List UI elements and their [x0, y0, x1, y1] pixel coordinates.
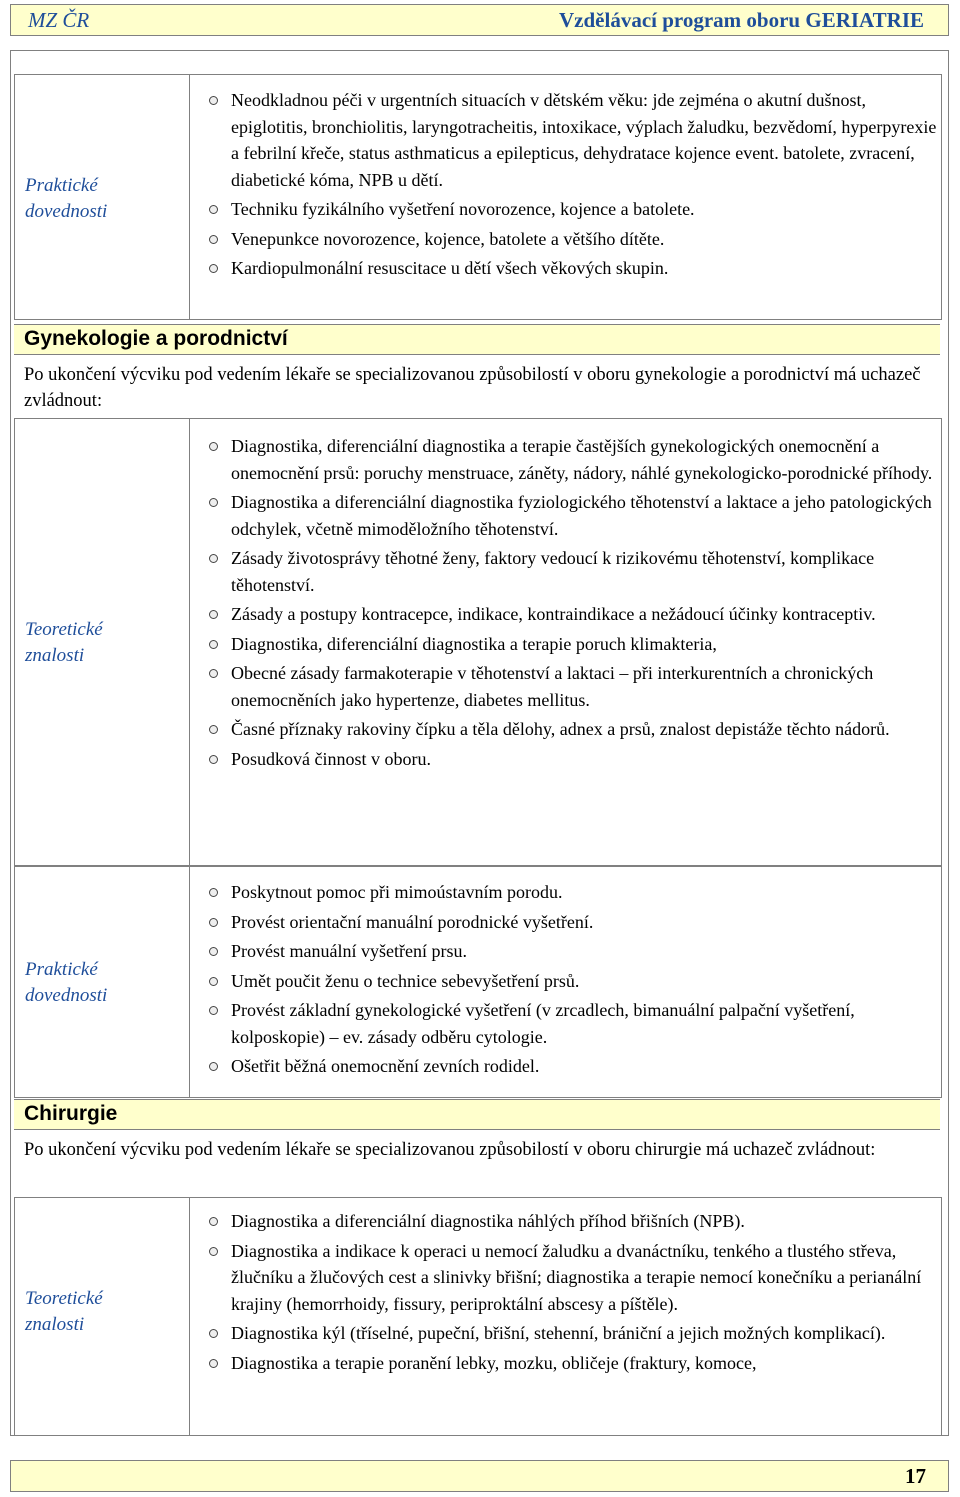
list-item: Techniku fyzikálního vyšetření novorozence, kojence a batolete. [203, 196, 938, 223]
list-item: Ošetřit běžná onemocnění zevních rodidel. [203, 1053, 938, 1080]
list-item: Diagnostika a diferenciální diagnostika fyziologického těhotenství a laktace a jeho patologických odchylek, včetně mimoděložního těhotenství. [203, 489, 938, 542]
page-header [10, 4, 949, 36]
list-item: Diagnostika kýl (tříselné, pupeční, břišní, stehenní, brániční a jejich možných komplikací). [203, 1320, 938, 1347]
column-divider [189, 867, 190, 1097]
block-label: Praktické dovednosti [25, 175, 108, 222]
list-item: Provést manuální vyšetření prsu. [203, 938, 938, 965]
block-theoretical-knowledge-gynecology [14, 418, 942, 866]
column-divider [189, 75, 190, 319]
section-heading-gynecology: Gynekologie a porodnictví [14, 324, 940, 355]
list-item: Umět poučit ženu o technice sebevyšetření prsů. [203, 968, 938, 995]
header-program-title: Vzdělávací program oboru GERIATRIE [559, 8, 924, 32]
item-list [203, 87, 938, 285]
list-item: Obecné zásady farmakoterapie v těhotenství a laktaci – při interkurentních a chronických onemocněních jako hypertenze, diabetes mellitus. [203, 660, 938, 713]
section-intro-gynecology: Po ukončení výcviku pod vedením lékaře se specializovanou způsobilostí v oboru gynekologie a porodnictví má uchazeč zvládnout: [24, 365, 921, 411]
list-item: Diagnostika a indikace k operaci u nemocí žaludku a dvanáctníku, tenkého a tlustého střeva, žlučníku a žlučových cest a slinivky břišní; diagnostika a terapie nemocí konečníku a perianální krajiny (hemorrhoidy, fissury, periproktální abscesy a píštěle). [203, 1238, 938, 1318]
list-item: Zásady životosprávy těhotné ženy, faktory vedoucí k rizikovému těhotenství, komplikace těhotenství. [203, 545, 938, 598]
item-list [203, 1208, 938, 1379]
block-label: Praktické dovednosti [25, 959, 108, 1006]
page-number: 17 [905, 1464, 926, 1488]
list-item: Neodkladnou péči v urgentních situacích v dětském věku: jde zejména o akutní dušnost, epiglotitis, bronchiolitis, laryngotracheitis, intoxikace, výplach žaludku, bezvědomí, hyperpyrexie a febrilní křeče, status asthmaticus a epilepticus, dehydratace kojence event. batolete, zvracení, diabetické kóma, NPB u dětí. [203, 87, 938, 193]
list-item: Provést základní gynekologické vyšetření (v zrcadlech, bimanuální palpační vyšetření, kolposkopie) – ev. zásady odběru cytologie. [203, 997, 938, 1050]
list-item: Diagnostika, diferenciální diagnostika a terapie častějších gynekologických onemocnění a onemocnění prsů: poruchy menstruace, záněty, nádory, náhlé gynekologicko-porodnické příhody. [203, 433, 938, 486]
column-divider [189, 1198, 190, 1435]
list-item: Poskytnout pomoc při mimoústavním porodu. [203, 879, 938, 906]
list-item: Posudková činnost v oboru. [203, 746, 938, 773]
block-practical-skills-pediatrics [14, 74, 942, 320]
block-label: Teoretické znalosti [25, 1288, 103, 1335]
list-item: Venepunkce novorozence, kojence, batolete a většího dítěte. [203, 226, 938, 253]
column-divider [189, 419, 190, 865]
list-item: Časné příznaky rakoviny čípku a těla dělohy, adnex a prsů, znalost depistáže těchto nádorů. [203, 716, 938, 743]
list-item: Zásady a postupy kontracepce, indikace, kontraindikace a nežádoucí účinky kontraceptiv. [203, 601, 938, 628]
block-theoretical-knowledge-surgery [14, 1197, 942, 1435]
list-item: Kardiopulmonální resuscitace u dětí všech věkových skupin. [203, 255, 938, 282]
list-item: Diagnostika a terapie poranění lebky, mozku, obličeje (fraktury, komoce, [203, 1350, 938, 1377]
item-list [203, 879, 938, 1083]
section-heading-surgery: Chirurgie [14, 1099, 940, 1130]
block-practical-skills-gynecology [14, 866, 942, 1098]
header-ministry: MZ ČR [28, 8, 90, 32]
list-item: Diagnostika a diferenciální diagnostika náhlých příhod břišních (NPB). [203, 1208, 938, 1235]
block-label: Teoretické znalosti [25, 619, 103, 666]
section-intro-surgery: Po ukončení výcviku pod vedením lékaře se specializovanou způsobilostí v oboru chirurgie má uchazeč zvládnout: [24, 1140, 876, 1160]
list-item: Provést orientační manuální porodnické vyšetření. [203, 909, 938, 936]
page-footer [10, 1460, 949, 1492]
item-list [203, 433, 938, 775]
list-item: Diagnostika, diferenciální diagnostika a terapie poruch klimakteria, [203, 631, 938, 658]
